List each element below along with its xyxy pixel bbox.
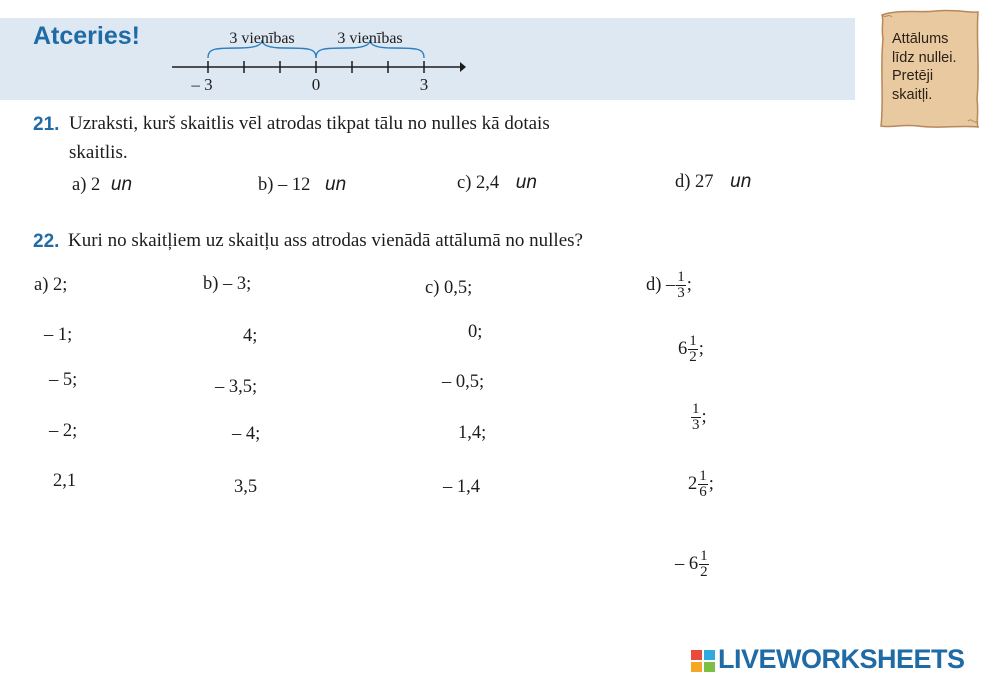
task-22-d-item — [688, 469, 714, 500]
reminder-title: Atceries! — [33, 22, 140, 50]
task-22-a-item: – 2; — [49, 421, 78, 441]
tick-label-0: 0 — [311, 75, 321, 94]
task-22-a-item: – 5; — [49, 370, 78, 390]
fraction-numerator: 1 — [699, 468, 707, 484]
task-21-number: 21. — [33, 114, 60, 135]
fraction-denominator: 2 — [700, 564, 708, 580]
note-line: Pretēji — [892, 68, 934, 84]
fraction — [699, 549, 709, 580]
task-22-c-item: 1,4; — [458, 423, 487, 443]
tick-label-3: 3 — [419, 75, 429, 94]
note-line: līdz nullei. — [892, 49, 957, 66]
task-21-text-line1: Uzraksti, kurš skaitlis vēl atrodas tikpat tālu no nulles kā dotais — [69, 113, 550, 134]
task-22-b-item: b) – 3; — [203, 274, 252, 294]
task-22-d-label: d) – — [646, 274, 676, 295]
fraction-numerator: 1 — [677, 269, 685, 285]
task-22-b-item: 4; — [243, 326, 258, 346]
item-suffix: ; — [708, 473, 714, 494]
mixed-whole: 6 — [678, 338, 688, 359]
task-22-d-item — [675, 549, 710, 580]
task-22-a-item: – 1; — [44, 325, 73, 345]
task-22-c-item: – 1,4 — [443, 477, 480, 497]
liveworksheets-logo-icon — [691, 650, 716, 672]
task-21-item-d-word: un — [730, 171, 752, 192]
task-22-b-item: – 4; — [232, 424, 261, 444]
task-22-c-item: c) 0,5; — [425, 278, 473, 298]
fraction — [676, 270, 686, 301]
task-21-text-line2: skaitlis. — [69, 142, 128, 163]
task-22-b-item: – 3,5; — [215, 377, 258, 397]
task-21-item-b-word: un — [325, 174, 347, 195]
task-21-item-a-word: un — [110, 174, 133, 195]
brace-label-left: 3 vienības — [229, 30, 295, 47]
task-21-item-a-label: a) 2 — [72, 175, 101, 195]
task-21-item-a — [72, 174, 132, 196]
note-line: skaitļi. — [892, 86, 933, 103]
task-22-c-item: – 0,5; — [442, 372, 485, 392]
fraction — [688, 334, 698, 365]
task-21-item-d-label: d) 27 — [675, 172, 714, 192]
fraction-denominator: 2 — [689, 349, 697, 365]
item-suffix: ; — [701, 406, 707, 427]
task-21-item-c-word: un — [515, 172, 537, 193]
fraction-denominator: 6 — [699, 484, 707, 500]
fraction-denominator: 3 — [677, 285, 685, 301]
task-22-c-item: 0; — [468, 322, 483, 342]
task-22-a-item: 2,1 — [53, 471, 77, 491]
task-22-a-item: a) 2; — [34, 275, 68, 295]
number-line-arrow-icon — [460, 62, 466, 72]
task-22-number: 22. — [33, 231, 60, 252]
task-22-text: Kuri no skaitļiem uz skaitļu ass atrodas vienādā attālumā no nulles? — [68, 230, 583, 251]
task-21-item-c-label: c) 2,4 — [457, 173, 500, 193]
note-line: Attālums — [892, 31, 949, 47]
item-suffix: ; — [686, 274, 692, 295]
fraction-numerator: 1 — [700, 548, 708, 564]
fraction-numerator: 1 — [689, 333, 697, 349]
task-21-item-d — [675, 171, 751, 193]
fraction-numerator: 1 — [692, 401, 700, 417]
tick-label-minus-3: – 3 — [191, 75, 213, 94]
task-21-item-b-label: b) – 12 — [258, 175, 311, 195]
fraction — [691, 402, 701, 433]
task-22-b-item: 3,5 — [234, 477, 258, 497]
fraction — [698, 469, 708, 500]
brace-label-right: 3 vienības — [337, 30, 403, 47]
fraction-denominator: 3 — [692, 417, 700, 433]
task-21-item-b — [258, 174, 346, 196]
parchment-note-text — [892, 30, 956, 104]
item-suffix: ; — [698, 338, 704, 359]
task-22-d-item — [678, 334, 704, 365]
task-21-item-c — [457, 172, 537, 194]
liveworksheets-logo-text[interactable]: LIVEWORKSHEETS — [718, 644, 965, 674]
mixed-whole: – 6 — [675, 553, 699, 574]
task-22-d-item — [646, 270, 692, 301]
task-22-d-item — [690, 402, 707, 433]
number-line — [0, 0, 480, 100]
mixed-whole: 2 — [688, 473, 698, 494]
